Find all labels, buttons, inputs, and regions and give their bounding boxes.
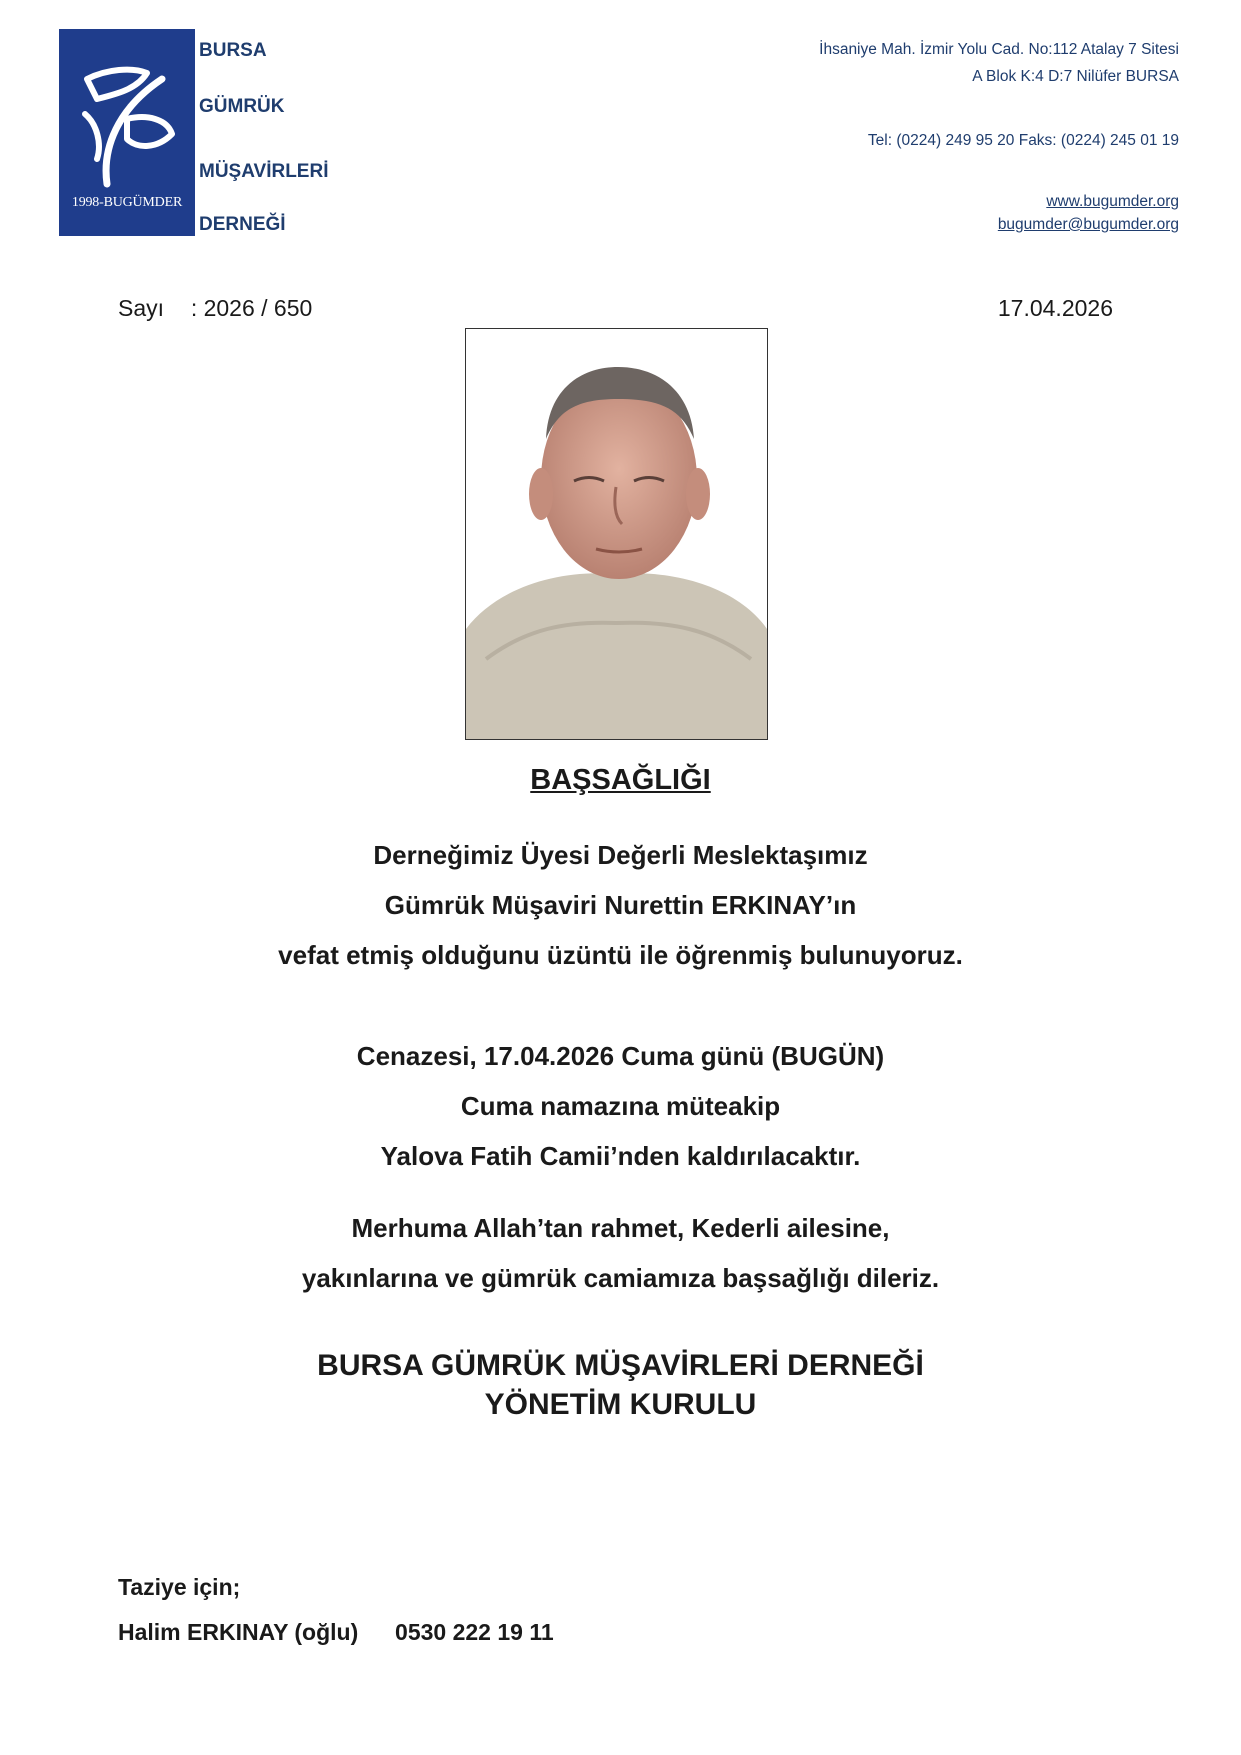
- notice-title: BAŞSAĞLIĞI: [530, 764, 711, 796]
- document-number: [118, 295, 312, 322]
- phone-fax: Tel: (0224) 249 95 20 Faks: (0224) 245 01 19: [867, 132, 1179, 149]
- website-link[interactable]: www.bugumder.org: [1046, 193, 1179, 210]
- number-label: Sayı: [118, 295, 165, 321]
- notice-line: vefat etmiş olduğunu üzüntü ile öğrenmiş bulunuyoruz.: [278, 940, 963, 970]
- org-name-word: DERNEĞİ: [199, 214, 286, 235]
- funeral-line: Yalova Fatih Camii’nden kaldırılacaktır.: [380, 1141, 861, 1171]
- condolence-line: Merhuma Allah’tan rahmet, Kederli ailesine,: [351, 1213, 890, 1243]
- condolence-contact: [118, 1619, 554, 1646]
- signature-line: BURSA GÜMRÜK MÜŞAVİRLERİ DERNEĞİ: [317, 1349, 924, 1382]
- email-link[interactable]: bugumder@bugumder.org: [997, 216, 1179, 233]
- condolence-label: Taziye için;: [118, 1574, 241, 1600]
- notice-line: Derneğimiz Üyesi Değerli Meslektaşımız: [373, 840, 868, 870]
- address-line: A Blok K:4 D:7 Nilüfer BURSA: [972, 68, 1179, 85]
- portrait-icon: [466, 329, 767, 739]
- number-value: : 2026 / 650: [190, 295, 313, 321]
- notice-line: Gümrük Müşaviri Nurettin ERKINAY’ın: [384, 890, 857, 920]
- association-logo: [59, 29, 195, 236]
- signature-line: YÖNETİM KURULU: [484, 1388, 757, 1421]
- org-name-word: MÜŞAVİRLERİ: [199, 161, 329, 182]
- document-date: 17.04.2026: [997, 295, 1113, 321]
- funeral-line: Cuma namazına müteakip: [460, 1091, 781, 1121]
- condolence-line: yakınlarına ve gümrük camiamıza başsağlığı dileriz.: [301, 1263, 940, 1293]
- contact-name: Halim ERKINAY (oğlu): [118, 1619, 359, 1645]
- address-line: İhsaniye Mah. İzmir Yolu Cad. No:112 Atalay 7 Sitesi: [819, 41, 1179, 58]
- portrait-photo: [465, 328, 768, 740]
- funeral-line: Cenazesi, 17.04.2026 Cuma günü (BUGÜN): [356, 1041, 885, 1071]
- leaf-emblem-icon: [77, 59, 177, 189]
- contact-phone: 0530 222 19 11: [395, 1619, 554, 1645]
- org-name-word: GÜMRÜK: [199, 96, 285, 117]
- logo-caption: 1998-BUGÜMDER: [71, 195, 183, 210]
- org-name-word: BURSA: [199, 40, 267, 61]
